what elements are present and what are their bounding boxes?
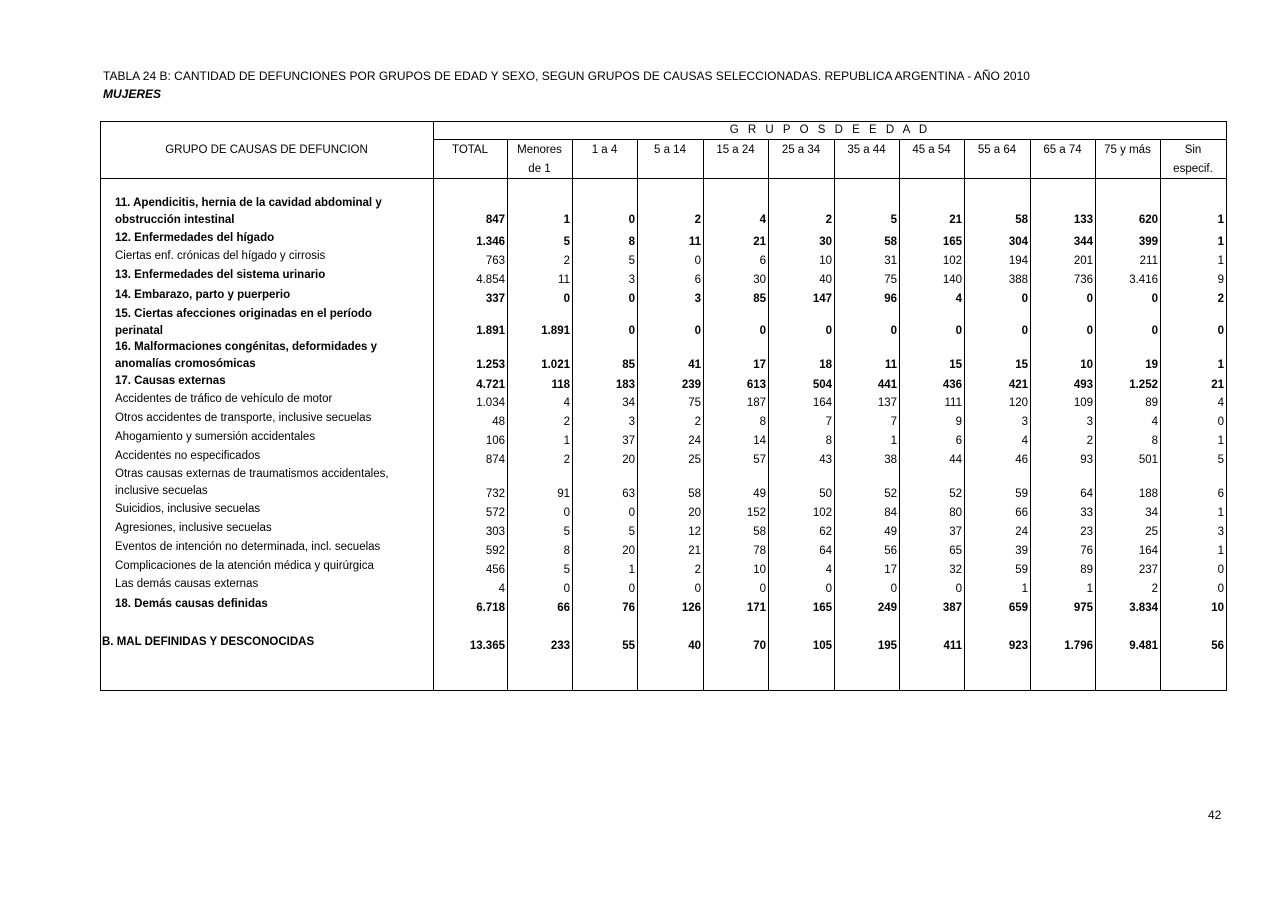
table-cell: 80 <box>949 507 962 519</box>
table-cell: 58 <box>753 526 766 538</box>
table-cell: 2 <box>694 564 701 576</box>
table-cell: 5 <box>628 255 635 267</box>
row-label: Otras causas externas de traumatismos accidentales, <box>115 468 389 480</box>
column-divider <box>899 139 900 691</box>
table-cell: 137 <box>877 397 897 409</box>
table-cell: 0 <box>1217 325 1224 337</box>
table-cell: 133 <box>1073 214 1093 226</box>
table-cell: 164 <box>1138 545 1158 557</box>
table-cell: 44 <box>949 454 962 466</box>
table-cell: 411 <box>943 640 962 652</box>
table-cell: 1 <box>1217 545 1224 557</box>
table-cell: 0 <box>1021 293 1028 305</box>
table-cell: 39 <box>1015 545 1028 557</box>
table-cell: 847 <box>485 214 505 226</box>
table-cell: 1.346 <box>476 236 505 248</box>
table-cell: 75 <box>688 397 701 409</box>
table-cell: 0 <box>563 293 570 305</box>
table-cell: 736 <box>1073 274 1093 286</box>
table-cell: 249 <box>877 602 897 614</box>
table-cell: 9.481 <box>1129 640 1158 652</box>
table-cell: 5 <box>563 564 570 576</box>
table-cell: 0 <box>563 507 570 519</box>
header-divider-line <box>433 139 1226 140</box>
table-cell: 2 <box>1151 583 1158 595</box>
table-cell: 441 <box>877 379 897 391</box>
row-label: Suicidios, inclusive secuelas <box>115 503 261 515</box>
column-divider <box>572 139 573 691</box>
column-header: 45 a 54 <box>912 144 951 156</box>
table-cell: 15 <box>1015 359 1028 371</box>
table-cell: 85 <box>622 359 635 371</box>
table-cell: 183 <box>615 379 635 391</box>
table-cell: 3 <box>628 416 635 428</box>
table-cell: 14 <box>753 435 766 447</box>
table-cell: 337 <box>485 293 505 305</box>
table-cell: 106 <box>485 435 505 447</box>
table-cell: 43 <box>819 454 832 466</box>
table-cell: 659 <box>1008 602 1028 614</box>
table-cell: 8 <box>563 545 570 557</box>
table-cell: 0 <box>890 325 897 337</box>
column-divider <box>768 139 769 691</box>
table-cell: 23 <box>1080 526 1093 538</box>
table-cell: 78 <box>753 545 766 557</box>
table-cell: 0 <box>825 325 832 337</box>
row-label: 16. Malformaciones congénitas, deformidades y <box>115 341 378 353</box>
table-cell: 34 <box>1145 507 1158 519</box>
table-cell: 4 <box>955 293 962 305</box>
table-cell: 436 <box>942 379 962 391</box>
table-cell: 1 <box>563 214 570 226</box>
table-cell: 10 <box>819 255 832 267</box>
table-cell: 11 <box>558 274 570 286</box>
table-cell: 15 <box>949 359 962 371</box>
column-header: 25 a 34 <box>781 144 821 156</box>
table-cell: 6 <box>759 255 766 267</box>
column-header: Menores <box>517 144 562 156</box>
table-cell: 8 <box>1151 435 1158 447</box>
table-cell: 572 <box>485 507 505 519</box>
table-cell: 56 <box>884 545 897 557</box>
table-cell: 1 <box>890 435 897 447</box>
table-cell: 1 <box>563 435 570 447</box>
row-label: inclusive secuelas <box>115 484 208 497</box>
table-cell: 1.891 <box>476 325 505 337</box>
table-cell: 1 <box>1021 583 1028 595</box>
table-cell: 5 <box>628 526 635 538</box>
table-cell: 1.034 <box>476 397 505 409</box>
table-cell: 4 <box>759 214 766 226</box>
table-cell: 37 <box>622 435 635 447</box>
row-label: Agresiones, inclusive secuelas <box>115 522 272 534</box>
table-cell: 49 <box>884 526 897 538</box>
table-cell: 126 <box>681 602 701 614</box>
row-label: Ahogamiento y sumersión accidentales <box>115 431 316 443</box>
table-cell: 3.416 <box>1129 274 1158 286</box>
table-cell: 6 <box>694 274 701 286</box>
table-cell: 102 <box>942 255 962 267</box>
column-divider <box>507 139 508 691</box>
table-cell: 111 <box>944 397 962 409</box>
row-label: 13. Enfermedades del sistema urinario <box>115 269 326 281</box>
column-header: 75 y más <box>1104 144 1151 156</box>
row-label: Accidentes de tráfico de vehículo de motor <box>115 393 333 405</box>
table-cell: 165 <box>812 602 832 614</box>
row-label: Eventos de intención no determinada, incl. secuelas <box>115 541 381 553</box>
row-label: Accidentes no especificados <box>115 450 261 462</box>
table-cell: 46 <box>1015 454 1028 466</box>
table-cell: 456 <box>485 564 505 576</box>
table-cell: 55 <box>622 640 635 652</box>
table-cell: 105 <box>812 640 832 652</box>
table-cell: 75 <box>884 274 897 286</box>
table-subtitle: MUJERES <box>103 87 162 101</box>
table-cell: 0 <box>628 293 635 305</box>
table-cell: 64 <box>1080 488 1093 500</box>
table-cell: 344 <box>1073 236 1093 248</box>
table-cell: 66 <box>1015 507 1028 519</box>
column-divider <box>703 139 704 691</box>
table-cell: 5 <box>1217 454 1224 466</box>
table-cell: 8 <box>628 236 635 248</box>
table-cell: 11 <box>884 359 897 371</box>
table-cell: 504 <box>812 379 832 391</box>
table-cell: 7 <box>890 416 897 428</box>
table-cell: 63 <box>622 488 635 500</box>
table-cell: 70 <box>753 640 766 652</box>
table-cell: 76 <box>622 602 635 614</box>
table-cell: 2 <box>1086 435 1093 447</box>
table-cell: 9 <box>1217 274 1224 286</box>
table-cell: 620 <box>1138 214 1158 226</box>
table-cell: 24 <box>688 435 701 447</box>
table-cell: 387 <box>942 602 962 614</box>
table-cell: 1.796 <box>1064 640 1093 652</box>
row-label: Otros accidentes de transporte, inclusive secuelas <box>115 412 372 424</box>
table-cell: 501 <box>1138 454 1158 466</box>
table-cell: 37 <box>949 526 962 538</box>
table-cell: 20 <box>622 454 635 466</box>
row-label: 11. Apendicitis, hernia de la cavidad abdominal y <box>115 197 382 209</box>
column-header: 65 a 74 <box>1043 144 1082 156</box>
row-label: obstrucción intestinal <box>115 213 235 226</box>
table-cell: 50 <box>819 488 832 500</box>
row-label: 12. Enfermedades del hígado <box>115 232 275 244</box>
table-cell: 96 <box>884 293 897 305</box>
table-cell: 1 <box>1217 255 1224 267</box>
table-cell: 89 <box>1145 397 1158 409</box>
table-cell: 64 <box>819 545 832 557</box>
table-cell: 2 <box>694 416 701 428</box>
table-cell: 21 <box>688 545 701 557</box>
table-title: TABLA 24 B: CANTIDAD DE DEFUNCIONES POR GRUPOS DE EDAD Y SEXO, SEGUN GRUPOS DE CAUSAS SELECCIONADAS. REPUBLICA ARGENTINA - AÑO 2010 <box>103 69 1030 83</box>
column-divider <box>637 139 638 691</box>
row-label: B. MAL DEFINIDAS Y DESCONOCIDAS <box>102 636 315 648</box>
table-cell: 399 <box>1138 236 1158 248</box>
header-cause-column: GRUPO DE CAUSAS DE DEFUNCION <box>165 144 368 156</box>
row-label: 14. Embarazo, parto y puerperio <box>115 289 291 301</box>
table-cell: 19 <box>1145 359 1158 371</box>
table-cell: 237 <box>1138 564 1158 576</box>
table-cell: 4 <box>825 564 832 576</box>
table-cell: 9 <box>955 416 962 428</box>
table-cell: 0 <box>563 583 570 595</box>
table-cell: 58 <box>688 488 701 500</box>
table-cell: 1 <box>1217 359 1224 371</box>
table-cell: 10 <box>753 564 766 576</box>
column-header: 55 a 64 <box>977 144 1017 156</box>
table-cell: 3 <box>1217 526 1224 538</box>
table-cell: 4.721 <box>476 379 505 391</box>
table-cell: 34 <box>622 397 635 409</box>
table-cell: 3.834 <box>1129 602 1158 614</box>
table-cell: 211 <box>1139 255 1158 267</box>
table-cell: 2 <box>563 416 570 428</box>
table-cell: 91 <box>557 488 570 500</box>
table-cell: 763 <box>485 255 505 267</box>
table-cell: 732 <box>485 488 505 500</box>
table-cell: 1.252 <box>1129 379 1158 391</box>
table-cell: 25 <box>688 454 701 466</box>
table-cell: 239 <box>681 379 701 391</box>
table-cell: 6 <box>955 435 962 447</box>
table-cell: 65 <box>949 545 962 557</box>
table-cell: 13.365 <box>469 640 505 652</box>
column-header: 5 a 14 <box>654 144 686 156</box>
table-cell: 25 <box>1145 526 1158 538</box>
table-cell: 592 <box>485 545 505 557</box>
row-label: anomalías cromosómicas <box>115 357 256 370</box>
table-cell: 613 <box>746 379 766 391</box>
table-cell: 165 <box>942 236 962 248</box>
column-divider <box>834 139 835 691</box>
table-cell: 975 <box>1073 602 1093 614</box>
table-cell: 152 <box>746 507 766 519</box>
table-cell: 3 <box>1086 416 1093 428</box>
table-cell: 0 <box>1217 564 1224 576</box>
table-cell: 17 <box>884 564 897 576</box>
table-cell: 58 <box>884 236 897 248</box>
table-cell: 0 <box>628 214 635 226</box>
table-cell: 923 <box>1008 640 1028 652</box>
table-cell: 30 <box>819 236 832 248</box>
column-divider <box>1030 139 1031 691</box>
table-cell: 1 <box>1217 507 1224 519</box>
table-cell: 0 <box>759 583 766 595</box>
table-cell: 24 <box>1015 526 1028 538</box>
table-cell: 0 <box>694 583 701 595</box>
table-cell: 76 <box>1080 545 1093 557</box>
table-cell: 5 <box>563 526 570 538</box>
table-cell: 303 <box>485 526 505 538</box>
table-cell: 1 <box>1086 583 1093 595</box>
table-cell: 0 <box>1151 325 1158 337</box>
table-cell: 188 <box>1138 488 1158 500</box>
table-cell: 4 <box>1151 416 1158 428</box>
table-cell: 52 <box>949 488 962 500</box>
column-header: 35 a 44 <box>847 144 886 156</box>
table-cell: 0 <box>955 583 962 595</box>
table-cell: 48 <box>492 416 505 428</box>
column-header: 15 a 24 <box>716 144 755 156</box>
table-cell: 21 <box>1211 379 1224 391</box>
table-cell: 93 <box>1080 454 1093 466</box>
table-cell: 32 <box>949 564 962 576</box>
column-header: Sin <box>1184 144 1202 156</box>
table-cell: 3 <box>694 293 701 305</box>
table-cell: 17 <box>753 359 766 371</box>
table-cell: 0 <box>694 325 701 337</box>
column-header: 1 a 4 <box>591 144 618 156</box>
table-cell: 1 <box>1217 236 1224 248</box>
table-cell: 2 <box>825 214 832 226</box>
table-cell: 2 <box>694 214 701 226</box>
table-cell: 147 <box>812 293 832 305</box>
table-cell: 40 <box>819 274 832 286</box>
row-label: perinatal <box>115 324 163 337</box>
table-cell: 109 <box>1073 397 1093 409</box>
table-cell: 4 <box>1021 435 1028 447</box>
table-cell: 304 <box>1008 236 1028 248</box>
table-cell: 421 <box>1008 379 1028 391</box>
table-cell: 140 <box>942 274 962 286</box>
column-header: TOTAL <box>452 144 488 156</box>
table-cell: 89 <box>1080 564 1093 576</box>
table-cell: 6 <box>1217 488 1224 500</box>
table-cell: 85 <box>753 293 766 305</box>
table-cell: 8 <box>825 435 832 447</box>
table-cell: 0 <box>628 583 635 595</box>
table-cell: 30 <box>753 274 766 286</box>
table-cell: 2 <box>563 454 570 466</box>
table-cell: 5 <box>563 236 570 248</box>
table-cell: 3 <box>628 274 635 286</box>
column-divider <box>964 139 965 691</box>
table-cell: 195 <box>877 640 897 652</box>
row-label: Complicaciones de la atención médica y quirúrgica <box>115 560 374 572</box>
table-cell: 12 <box>688 526 701 538</box>
table-cell: 1.021 <box>541 359 570 371</box>
table-cell: 62 <box>819 526 832 538</box>
table-cell: 0 <box>1086 293 1093 305</box>
table-cell: 4.854 <box>476 274 505 286</box>
table-cell: 1 <box>1217 214 1224 226</box>
table-cell: 874 <box>485 454 505 466</box>
column-header-line2: de 1 <box>528 163 551 175</box>
table-cell: 4 <box>498 583 505 595</box>
table-cell: 187 <box>746 397 766 409</box>
table-cell: 0 <box>628 325 635 337</box>
table-cell: 21 <box>753 236 766 248</box>
table-cell: 0 <box>955 325 962 337</box>
row-label: Las demás causas externas <box>115 578 259 590</box>
table-cell: 7 <box>825 416 832 428</box>
table-cell: 5 <box>890 214 897 226</box>
table-cell: 0 <box>1021 325 1028 337</box>
table-cell: 164 <box>812 397 832 409</box>
data-table <box>100 121 1227 691</box>
row-label: Ciertas enf. crónicas del hígado y cirrosis <box>115 250 326 262</box>
table-cell: 1 <box>628 564 635 576</box>
table-cell: 0 <box>759 325 766 337</box>
table-cell: 10 <box>1080 359 1093 371</box>
table-cell: 0 <box>825 583 832 595</box>
table-cell: 58 <box>1015 214 1028 226</box>
table-cell: 171 <box>746 602 766 614</box>
table-cell: 118 <box>551 379 570 391</box>
column-header-line2: especif. <box>1173 163 1213 175</box>
table-cell: 8 <box>759 416 766 428</box>
table-cell: 56 <box>1211 640 1224 652</box>
table-cell: 0 <box>890 583 897 595</box>
column-divider <box>1095 139 1096 691</box>
table-cell: 2 <box>563 255 570 267</box>
table-cell: 194 <box>1008 255 1028 267</box>
table-cell: 20 <box>688 507 701 519</box>
row-label: 15. Ciertas afecciones originadas en el período <box>115 308 372 320</box>
table-cell: 0 <box>1217 416 1224 428</box>
table-cell: 57 <box>753 454 766 466</box>
table-cell: 1 <box>1217 435 1224 447</box>
table-cell: 0 <box>1151 293 1158 305</box>
table-cell: 66 <box>557 602 570 614</box>
table-cell: 52 <box>884 488 897 500</box>
table-cell: 33 <box>1080 507 1093 519</box>
column-divider <box>433 121 434 691</box>
table-cell: 18 <box>819 359 832 371</box>
table-cell: 38 <box>884 454 897 466</box>
column-divider <box>1160 139 1161 691</box>
table-cell: 3 <box>1021 416 1028 428</box>
table-cell: 41 <box>688 359 701 371</box>
table-cell: 201 <box>1073 255 1093 267</box>
header-age-groups: G R U P O S D E E D A D <box>729 124 931 136</box>
row-label: 17. Causas externas <box>115 375 226 387</box>
table-cell: 40 <box>688 640 701 652</box>
header-bottom-line <box>100 178 1226 179</box>
table-cell: 20 <box>622 545 635 557</box>
page-number: 42 <box>1208 808 1222 822</box>
table-cell: 233 <box>550 640 570 652</box>
table-cell: 59 <box>1015 564 1028 576</box>
table-cell: 84 <box>884 507 897 519</box>
table-cell: 31 <box>884 255 897 267</box>
table-cell: 1.891 <box>541 325 570 337</box>
table-cell: 6.718 <box>476 602 505 614</box>
table-cell: 2 <box>1217 293 1224 305</box>
table-cell: 11 <box>688 236 701 248</box>
table-cell: 388 <box>1008 274 1028 286</box>
table-cell: 120 <box>1008 397 1028 409</box>
table-cell: 4 <box>563 397 570 409</box>
table-cell: 0 <box>1086 325 1093 337</box>
table-cell: 4 <box>1217 397 1224 409</box>
table-cell: 0 <box>628 507 635 519</box>
table-cell: 1.253 <box>476 359 505 371</box>
table-cell: 0 <box>1217 583 1224 595</box>
table-cell: 0 <box>694 255 701 267</box>
table-cell: 59 <box>1015 488 1028 500</box>
table-cell: 10 <box>1211 602 1224 614</box>
row-label: 18. Demás causas definidas <box>115 598 268 610</box>
table-cell: 21 <box>949 214 962 226</box>
table-cell: 49 <box>753 488 766 500</box>
table-cell: 493 <box>1073 379 1093 391</box>
table-cell: 102 <box>812 507 832 519</box>
